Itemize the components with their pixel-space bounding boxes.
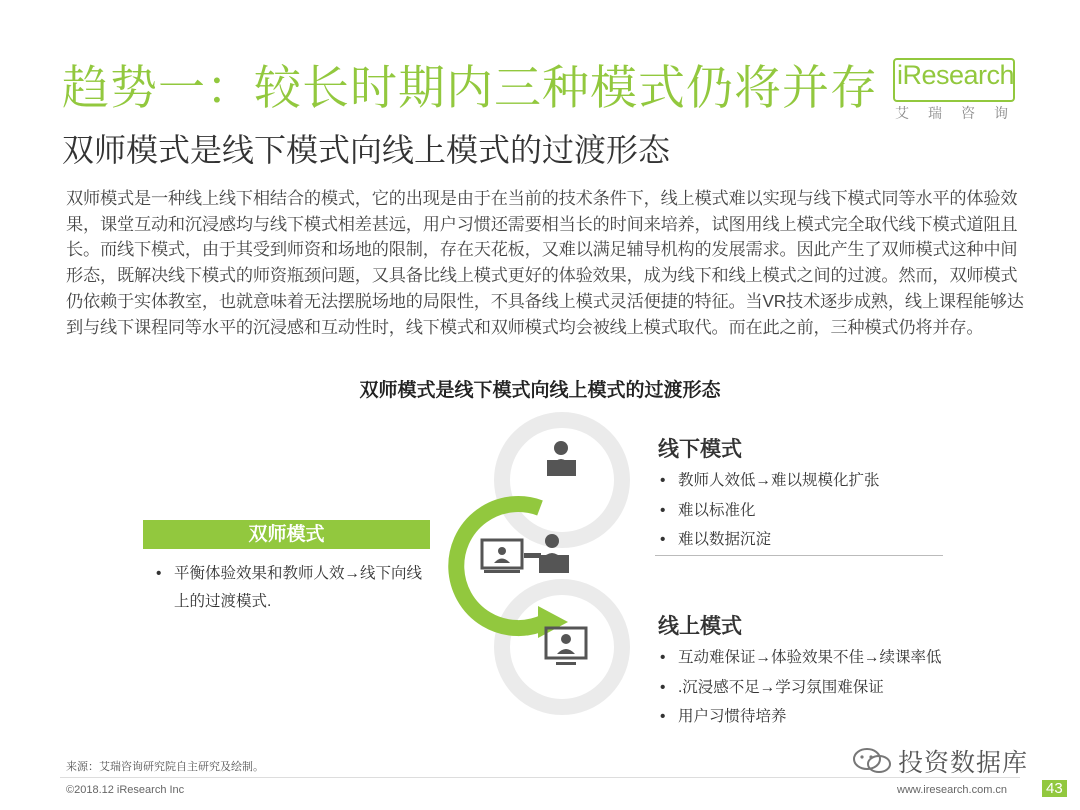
diagram-title: 双师模式是线下模式向线上模式的过渡形态 [359,380,721,401]
list-item: • .沉浸感不足→学习氛围难保证 [656,673,956,703]
teacher-at-desk-icon [547,441,576,476]
transition-arrow [538,606,568,638]
online-screen-teacher-icon [546,628,586,665]
list-item: • 平衡体验效果和教师人效→线下向线上的过渡模式. [152,560,432,616]
page-number: 43 [1042,780,1067,797]
logo-chinese-text: 艾瑞咨询 [895,105,1027,121]
online-mode-title: 线上模式 [658,615,742,638]
list-item: • 互动难保证→体验效果不佳→续课率低 [656,643,956,673]
dual-teacher-mode-bullets [152,560,432,616]
list-item: • 用户习惯待培养 [656,702,956,732]
website-link[interactable]: www.iresearch.com.cn [897,784,1008,796]
offline-mode-bullets [656,466,956,555]
logo-brand-text: iResearch [897,60,1015,90]
offline-ring [502,420,622,540]
divider [655,555,943,556]
page-title: 趋势一：较长时期内三种模式仍将并存 [62,61,878,114]
page-subtitle: 双师模式是线下模式向线上模式的过渡形态 [62,132,671,168]
list-item: • 难以标准化 [656,496,956,526]
iresearch-logo [893,58,1043,128]
offline-mode-title: 线下模式 [658,438,742,461]
wechat-icon [852,747,892,775]
online-mode-bullets [656,643,956,732]
dual-teacher-mode-label: 双师模式 [248,524,325,545]
list-item: • 难以数据沉淀 [656,525,956,555]
watermark-text: 投资数据库 [898,749,1029,777]
online-ring [502,587,622,707]
intro-paragraph: 双师模式是一种线上线下相结合的模式，它的出现是由于在当前的技术条件下，线上模式难以实现与线下模式同等水平的体验效果，课堂互动和沉浸感均与线下模式相差甚远，用户习惯还需要相当长的时间来培养，试图用线上模式完全取代线下模式道阻且长。而线下模式，由于其受到师资和场地的限制，存在天花板，又难以满足辅导机构的发展需求。因此产生了双师模式这种中间形态，既解决线下模式的师资瓶颈问题，又具备比线上模式更好的体验效果，成为线下和线上模式之间的过渡。然而，双师模式仍依赖于实体教室，也就意味着无法摆脱场地的局限性，不具备线上模式灵活便捷的特征。当VR技术逐步成熟，线上课程能够达到与线下课程同等水平的沉浸感和互动性时，线下模式和双师模式均会被线上模式取代。而在此之前，三种模式仍将并存。 [66,188,1024,337]
copyright: ©2018.12 iResearch Inc [66,784,185,796]
dual-teacher-mode-label-bar [143,520,430,549]
list-item: • 教师人效低→难以规模化扩张 [656,466,956,496]
wechat-watermark [852,744,1028,778]
screen-teacher-and-student-icon [482,534,569,573]
source-note: 来源：艾瑞咨询研究院自主研究及绘制。 [66,761,264,773]
